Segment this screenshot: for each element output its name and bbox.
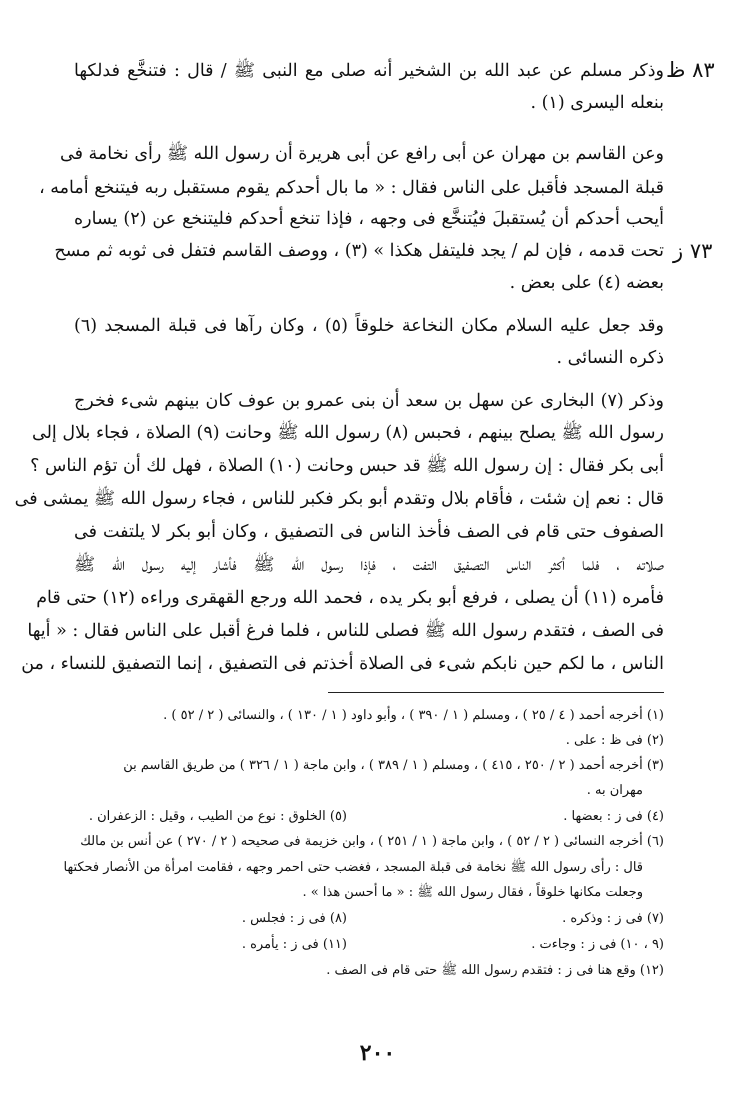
footnote: (٤) فى ز : بعضها . — [563, 809, 664, 824]
footnote: (٢) فى ظ : على . — [565, 733, 664, 748]
page-number: ٢٠٠ — [359, 1040, 396, 1066]
text-line: رسول الله ﷺ يصلح بينهم ، فحبس (٨) رسول الله ﷺ وحانت (٩) الصلاة ، فجاء بلال إلى — [32, 423, 664, 443]
text-line: ذكره النسائى . — [556, 348, 664, 368]
text-line: أبى بكر فقال : إن رسول الله ﷺ قد حبس وحانت (١٠) الصلاة ، فهل لك أن تؤم الناس ؟ — [30, 456, 664, 476]
text-line: وعن القاسم بن مهران عن أبى رافع عن أبى هريرة أن رسول الله ﷺ رأى نخامة فى — [60, 144, 664, 164]
text-line: وذكر مسلم عن عبد الله بن الشخير أنه صلى مع النبى ﷺ / قال : فتنخَّع فدلكها — [74, 61, 664, 81]
text-line: تحت قدمه ، فإن لم / يجد فليتفل هكذا » (٣) ، ووصف القاسم فتفل فى ثوبه ثم مسح — [54, 241, 664, 261]
footnote: (١١) فى ز : يأمره . — [241, 937, 347, 952]
footnote: (٩ ، ١٠) فى ز : وجاءت . — [531, 937, 664, 952]
text-line: قبلة المسجد فأقبل على الناس فقال : « ما بال أحدكم يقوم مستقبل ربه فيتنخع أمامه ، — [39, 178, 664, 198]
footnote: (١٢) وقع هنا فى ز : فتقدم رسول الله ﷺ حتى قام فى الصف . — [326, 963, 664, 978]
footnote: (٦) أخرجه النسائى ( ٢ / ٥٢ ) ، وابن ماجة ( ١ / ٢٥١ ) ، وابن خزيمة فى صحيحه ( ٢ / ٢٧٠ ) عن أنس بن مالك — [80, 834, 664, 849]
text-line: صلاته ، فلما أكثر الناس التصفيق التفت ، فإذا رسول الله ﷺ فأشار إليه رسول الله ﷺ — [74, 555, 664, 575]
footnote: مهران به . — [586, 783, 643, 798]
footnote: (٨) فى ز : فجلس . — [241, 911, 347, 926]
text-line: فأمره (١١) أن يصلى ، فرفع أبو بكر يده ، فحمد الله ورجع القهقرى وراءه (١٢) حتى قام — [36, 588, 664, 608]
margin-folio-note-middle: ٧٣ ز — [673, 239, 713, 263]
text-line: وقد جعل عليه السلام مكان النخاعة خلوقاً (٥) ، وكان رآها فى قبلة المسجد (٦) — [74, 316, 665, 336]
margin-folio-note-top: ٨٣ ظ — [666, 58, 715, 82]
text-line: بنعله اليسرى (١) . — [530, 93, 664, 113]
footnote: وجعلت مكانها خلوقاً ، فقال رسول الله ﷺ : « ما أحسن هذا » . — [302, 885, 643, 900]
text-line: الصفوف حتى قام فى الصف فأخذ الناس فى التصفيق ، وكان أبو بكر لا يلتفت فى — [74, 522, 664, 542]
text-line: فى الصف ، فتقدم رسول الله ﷺ فصلى للناس ، فلما فرغ أقبل على الناس فقال : « أيها — [27, 621, 664, 641]
text-line: وذكر (٧) البخارى عن سهل بن سعد أن بنى عمرو بن عوف كان بينهم شىء فخرج — [74, 391, 665, 411]
text-line: الناس ، ما لكم حين نابكم شىء فى الصلاة أخذتم فى التصفيق ، إنما التصفيق للنساء ، من — [21, 654, 664, 674]
text-line: أيحب أحدكم أن يُستقبلَ فيُتنخَّع فى وجهه ، فإذا تنخع أحدكم فليتنخع عن (٢) يساره — [74, 209, 665, 229]
text-line: بعضه (٤) على بعض . — [509, 273, 664, 293]
footnote: (١) أخرجه أحمد ( ٤ / ٢٥ ) ، ومسلم ( ١ / ٣٩٠ ) ، وأبو داود ( ١ / ١٣٠ ) ، والنسائى ( ٢ / ٥٢ ) . — [163, 708, 664, 723]
footnote-separator — [328, 692, 664, 693]
text-line: قال : نعم إن شئت ، فأقام بلال وتقدم أبو بكر فكبر للناس ، فجاء رسول الله ﷺ يمشى فى — [14, 489, 664, 509]
footnote: (٧) فى ز : وذكره . — [562, 911, 664, 926]
footnote: قال : رأى رسول الله ﷺ نخامة فى قبلة المسجد ، فغضب حتى احمر وجهه ، فقامت امرأة من الأنصار فحكتها — [63, 860, 643, 875]
footnote: (٣) أخرجه أحمد ( ٢ / ٢٥٠ ، ٤١٥ ) ، ومسلم ( ١ / ٣٨٩ ) ، وابن ماجة ( ١ / ٣٢٦ ) من طريق القاسم بن — [123, 758, 664, 773]
footnote: (٥) الخلوق : نوع من الطيب ، وقيل : الزعفران . — [88, 809, 347, 824]
